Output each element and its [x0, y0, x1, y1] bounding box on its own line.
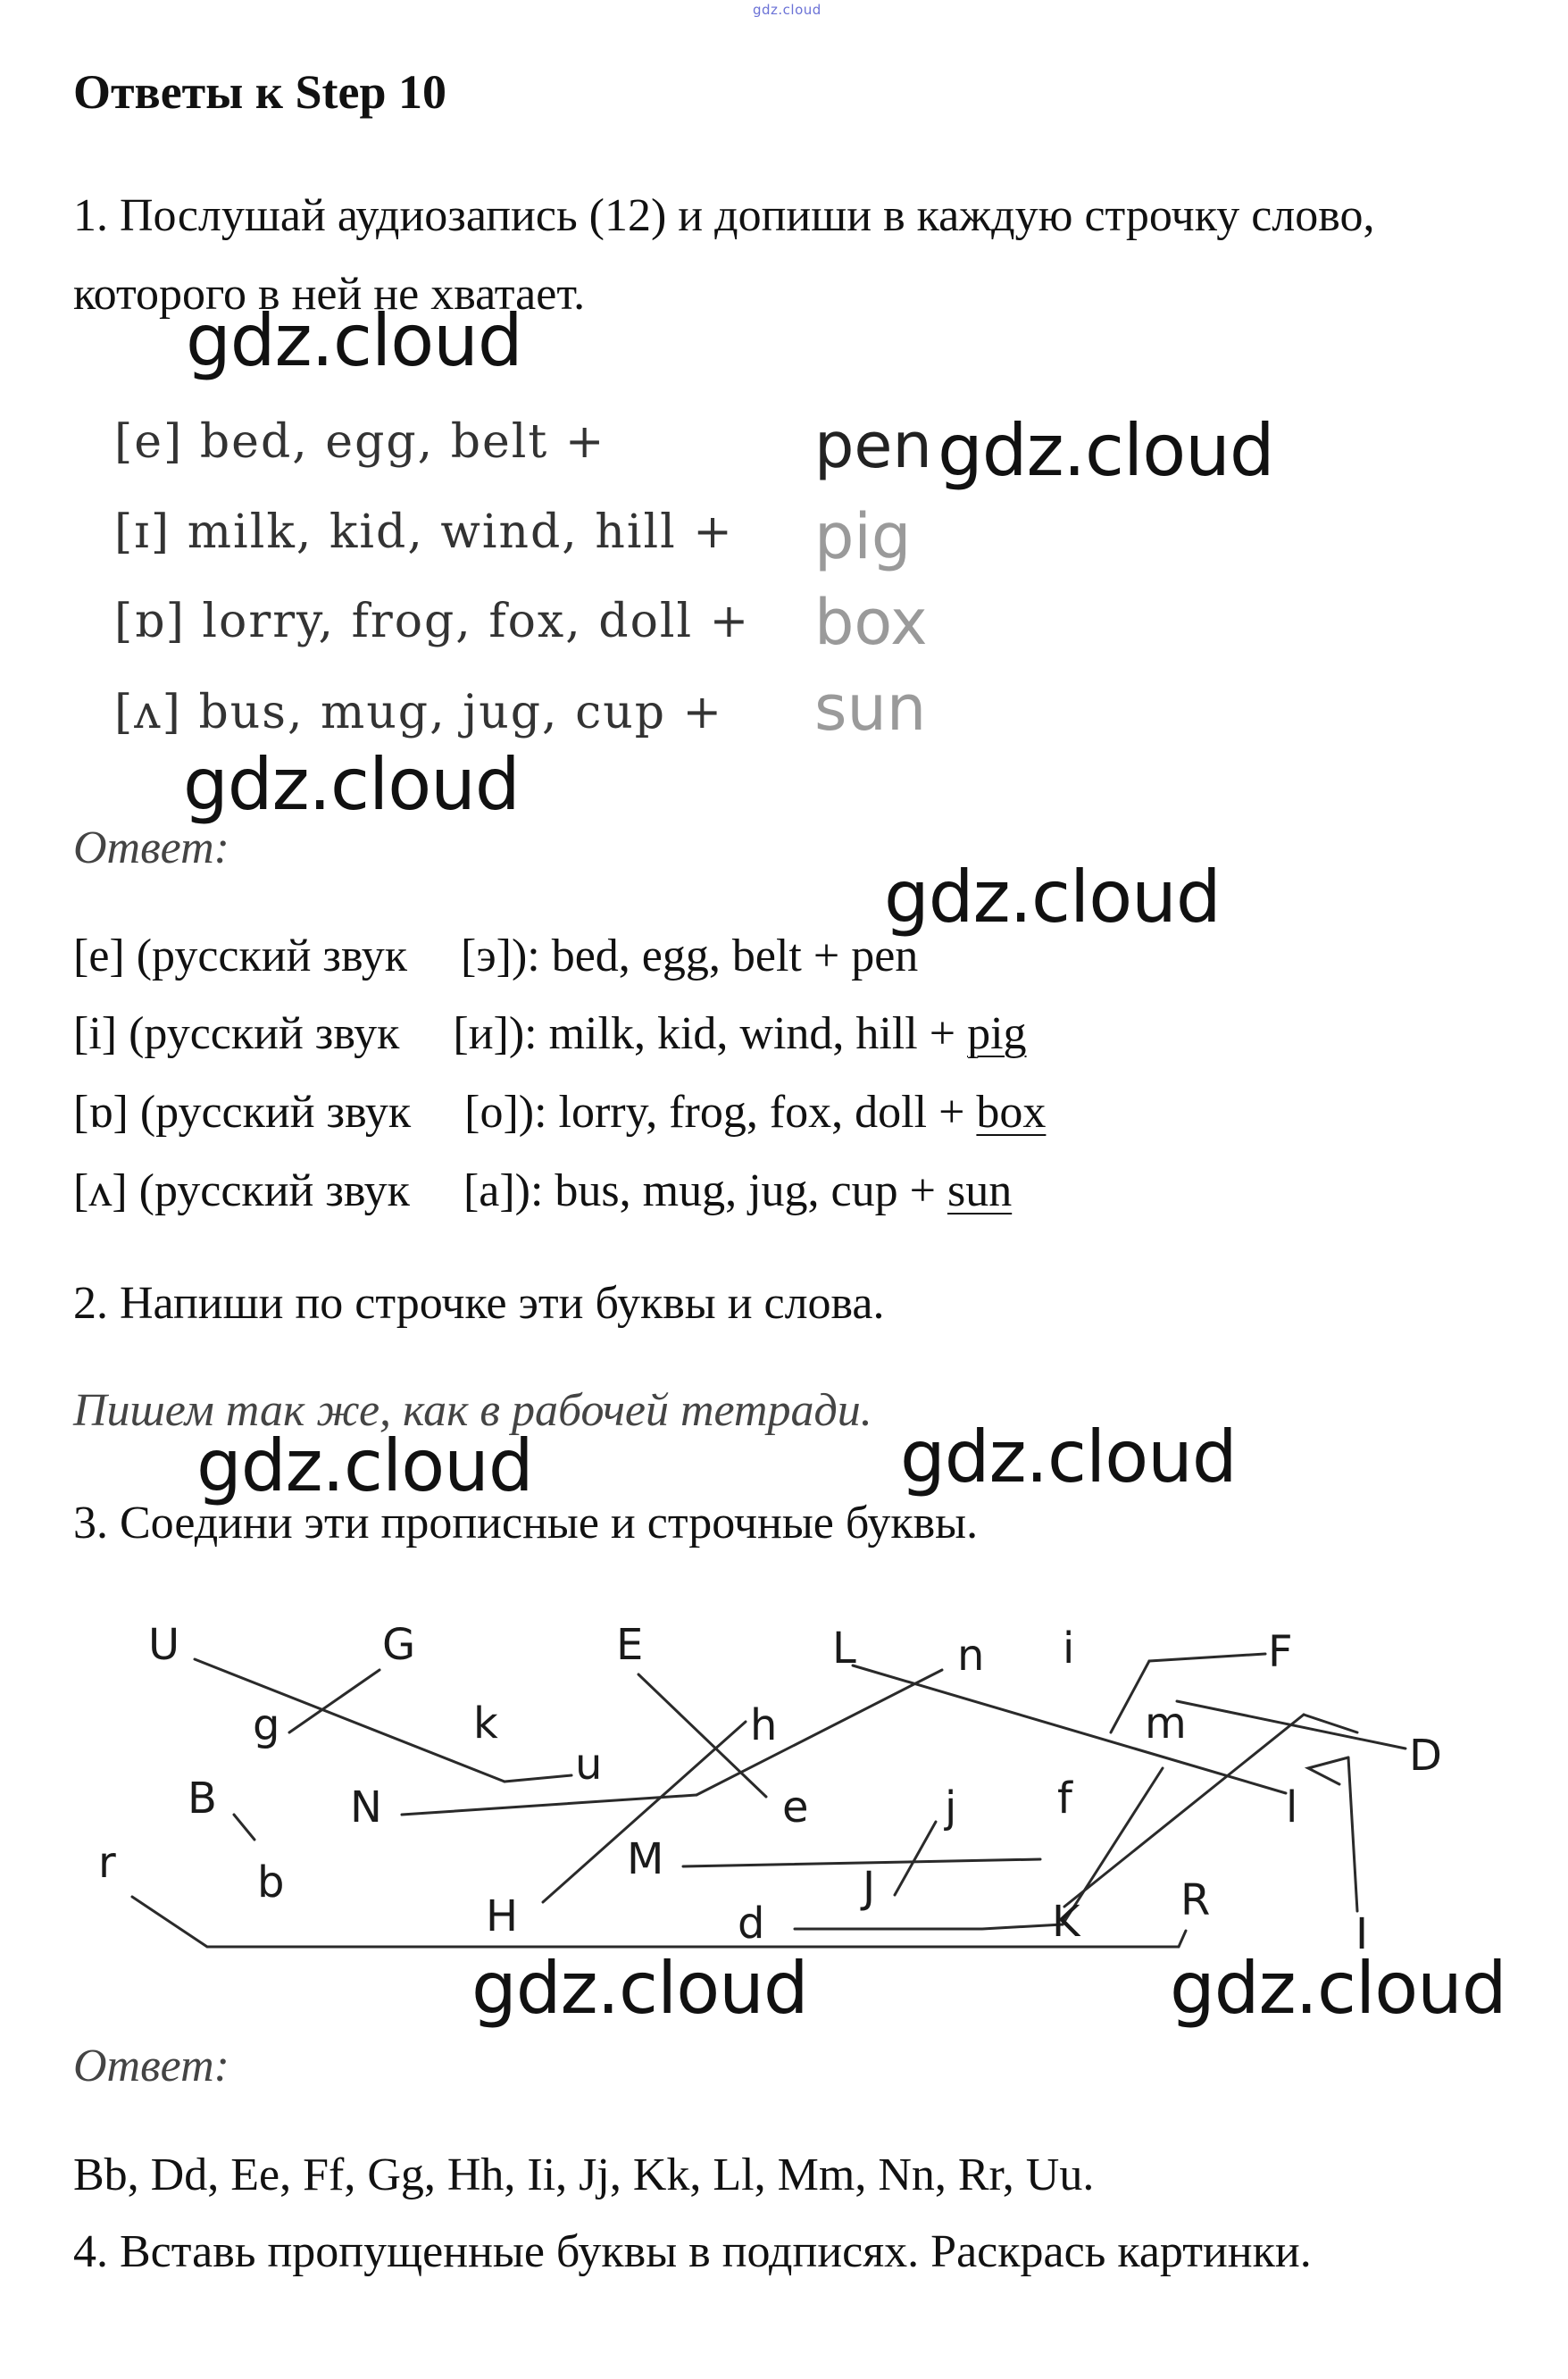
book-answer-pig: pig	[814, 500, 912, 573]
watermark: gdz.cloud	[183, 743, 520, 826]
letter-k: k	[473, 1699, 498, 1749]
watermark: gdz.cloud	[186, 299, 522, 382]
answer-line-1	[73, 930, 918, 982]
letter-J: J	[863, 1863, 876, 1913]
book-sound: [e]	[114, 415, 184, 469]
letter-l: l	[1286, 1782, 1298, 1832]
letter-m: m	[1145, 1699, 1187, 1749]
task1-text-line2: которого в ней не хватает.	[73, 269, 586, 320]
answer-word: box	[976, 1087, 1047, 1138]
letter-G: G	[382, 1620, 416, 1670]
task2-text: 2. Напиши по строчке эти буквы и слова.	[73, 1278, 885, 1329]
letter-F: F	[1268, 1627, 1293, 1677]
answer-line-2	[73, 1007, 1027, 1060]
answer-prefix: [e] (русский звук	[73, 931, 408, 981]
answer-word: pen	[851, 931, 919, 981]
letter-R: R	[1180, 1875, 1211, 1925]
task2-answer: Пишем так же, как в рабочей тетради.	[73, 1385, 872, 1436]
letter-K: K	[1052, 1897, 1080, 1947]
answer-rus: [о]): lorry, frog, fox, doll +	[464, 1087, 977, 1138]
book-sound: [ɪ]	[114, 505, 171, 559]
letter-I: I	[1355, 1909, 1369, 1959]
book-sound: [ʌ]	[114, 686, 182, 739]
book-row-3	[114, 595, 750, 648]
book-answer-sun: sun	[814, 672, 927, 745]
watermark: gdz.cloud	[884, 856, 1221, 939]
book-answer-pen: pen	[814, 409, 932, 482]
answer-word: pig	[967, 1008, 1027, 1059]
letter-E: E	[616, 1620, 644, 1670]
letter-d: d	[738, 1899, 765, 1949]
letter-f: f	[1057, 1774, 1072, 1824]
letter-r: r	[98, 1838, 116, 1888]
letter-u: u	[575, 1740, 603, 1790]
letter-n: n	[957, 1631, 985, 1681]
watermark: gdz.cloud	[196, 1424, 533, 1507]
letter-D: D	[1409, 1731, 1442, 1781]
letter-j: j	[945, 1782, 957, 1832]
answer-prefix: [ɒ] (русский звук	[73, 1087, 412, 1138]
book-sound: [ɒ]	[114, 595, 186, 648]
book-row-2	[114, 505, 734, 559]
site-mark: gdz.cloud	[753, 2, 822, 18]
book-words: lorry, frog, fox, doll +	[202, 595, 751, 648]
letter-b: b	[257, 1857, 285, 1907]
task3-answer-label: Ответ:	[73, 2041, 229, 2091]
watermark: gdz.cloud	[1170, 1947, 1506, 2030]
answer-rus: [и]): milk, kid, wind, hill +	[453, 1008, 968, 1059]
letter-h: h	[750, 1700, 778, 1750]
book-words: bed, egg, belt +	[199, 415, 606, 469]
book-words: bus, mug, jug, cup +	[198, 686, 724, 739]
watermark: gdz.cloud	[471, 1947, 808, 2030]
page-title: Ответы к Step 10	[73, 65, 446, 119]
answer-rus: [а]): bus, mug, jug, cup +	[463, 1165, 947, 1216]
letter-L: L	[832, 1624, 856, 1674]
letter-g: g	[253, 1700, 280, 1750]
letter-i: i	[1063, 1624, 1075, 1674]
letter-N: N	[350, 1782, 382, 1832]
letter-U: U	[148, 1620, 180, 1670]
watermark: gdz.cloud	[938, 409, 1274, 492]
task1-text-line1: 1. Послушай аудиозапись (12) и допиши в каждую строчку слово,	[73, 190, 1375, 241]
book-row-1	[114, 415, 605, 469]
answer-line-3	[73, 1086, 1046, 1139]
letter-H: H	[486, 1891, 519, 1941]
task3-text: 3. Соедини эти прописные и строчные буквы.	[73, 1498, 979, 1548]
book-answer-box: box	[814, 586, 928, 659]
answer-rus: [э]): bed, egg, belt +	[461, 931, 852, 981]
task4-text: 4. Вставь пропущенные буквы в подписях. Раскрась картинки.	[73, 2226, 1312, 2277]
task1-answer-label: Ответ:	[73, 822, 229, 873]
letter-B: B	[188, 1774, 217, 1824]
book-words: milk, kid, wind, hill +	[187, 505, 734, 559]
letter-e: e	[782, 1782, 809, 1832]
answer-word: sun	[947, 1165, 1013, 1216]
letter-M: M	[627, 1834, 664, 1884]
task3-answer: Bb, Dd, Ee, Ff, Gg, Hh, Ii, Jj, Kk, Ll, Mm, Nn, Rr, Uu.	[73, 2149, 1095, 2200]
answer-prefix: [i] (русский звук	[73, 1008, 400, 1059]
answer-prefix: [ʌ] (русский звук	[73, 1165, 410, 1216]
book-row-4	[114, 686, 723, 739]
watermark: gdz.cloud	[900, 1415, 1237, 1498]
answer-line-4	[73, 1164, 1012, 1217]
